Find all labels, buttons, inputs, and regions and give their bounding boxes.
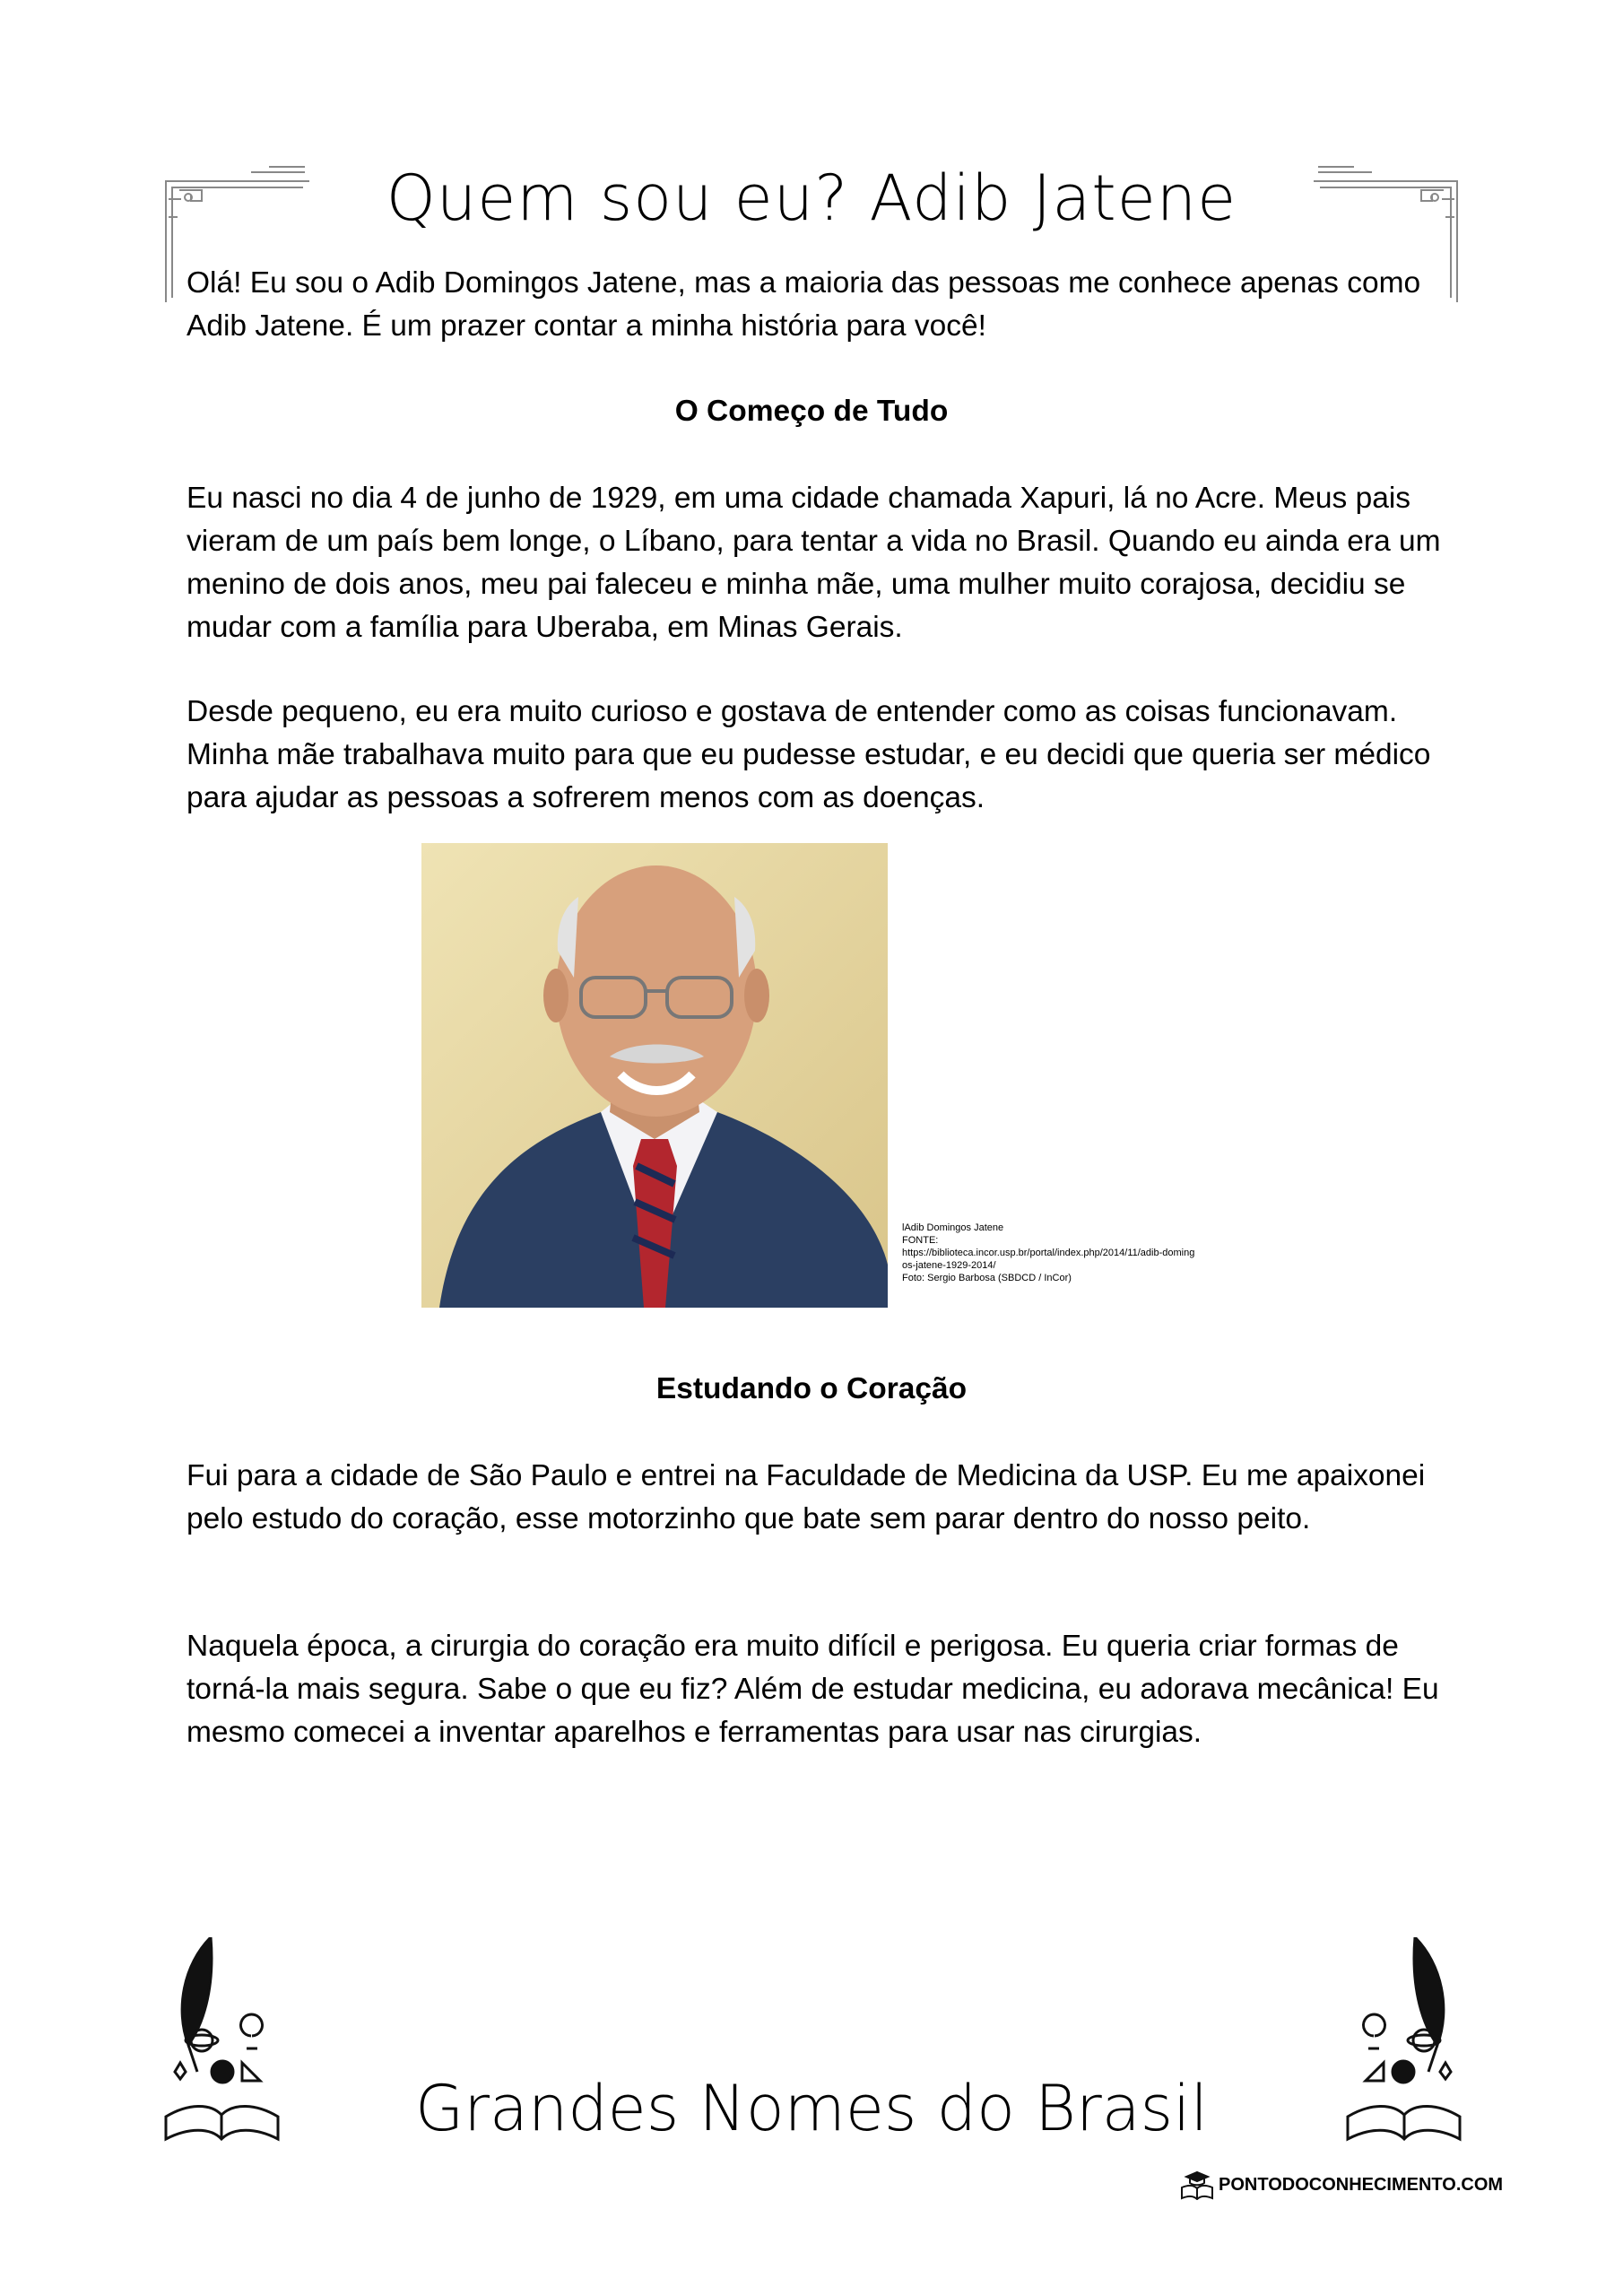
- page-title: Quem sou eu? Adib Jatene: [386, 161, 1237, 235]
- site-url: PONTODOCONHECIMENTO.COM: [1219, 2174, 1504, 2195]
- portrait-photo: [421, 843, 888, 1308]
- paragraph-birth: Eu nasci no dia 4 de junho de 1929, em uma cidade chamada Xapuri, lá no Acre. Meus pais vieram de um país bem longe, o Líbano, para tentar a vida no Brasil. Quando eu ainda era um menino de dois anos, meu pai faleceu e minha mãe, uma mulher muito corajosa, decidiu se mudar com a família para Uberaba, em Minas Gerais.: [187, 482, 1441, 644]
- section-heading-inicio: O Começo de Tudo: [674, 395, 949, 428]
- section-heading-coracao: Estudando o Coração: [655, 1372, 968, 1405]
- site-branding: [1179, 2169, 1503, 2201]
- graduation-book-icon: [1179, 2170, 1215, 2200]
- caption-source-label: FONTE:: [902, 1235, 939, 1246]
- footer-title: Grandes Nomes do Brasil: [414, 2072, 1209, 2145]
- photo-caption: [902, 1222, 1198, 1284]
- paragraph-inventions: Naquela época, a cirurgia do coração era muito difícil e perigosa. Eu queria criar formas de torná-la mais segura. Sabe o que eu fiz? Além de estudar medicina, eu adorava mecânica! Eu mesmo comecei a inventar aparelhos e ferramentas para usar nas cirurgias.: [187, 1630, 1439, 1749]
- paragraph-childhood: Desde pequeno, eu era muito curioso e gostava de entender como as coisas funcionavam. Minha mãe trabalhava muito para que eu pudesse estudar, e eu decidi que queria ser médico para ajudar as pessoas a sofrerem menos com as doenças.: [187, 695, 1431, 814]
- caption-name: lAdib Domingos Jatene: [902, 1222, 1004, 1233]
- intro-paragraph: Olá! Eu sou o Adib Domingos Jatene, mas a maioria das pessoas me conhece apenas como Adib Jatene. É um prazer contar a minha história para você!: [187, 266, 1421, 343]
- caption-credit: Foto: Sergio Barbosa (SBDCD / InCor): [902, 1273, 1072, 1283]
- paragraph-university: Fui para a cidade de São Paulo e entrei na Faculdade de Medicina da USP. Eu me apaixonei pelo estudo do coração, esse motorzinho que bate sem parar dentro do nosso peito.: [187, 1459, 1426, 1535]
- caption-source-url: https://biblioteca.incor.usp.br/portal/index.php/2014/11/adib-domingos-jatene-1929-2014/: [902, 1248, 1195, 1271]
